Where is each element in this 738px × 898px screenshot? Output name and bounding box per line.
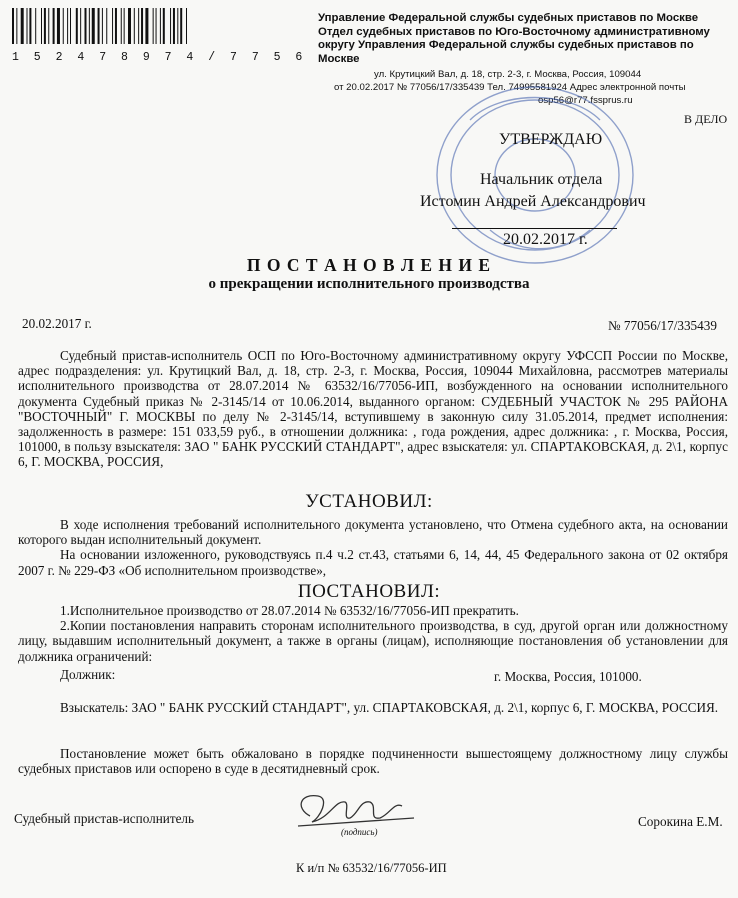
org-ref-line: от 20.02.2017 № 77056/17/335439 Тел. 74995581924 Адрес электронной почты — [334, 82, 686, 93]
signatory-name: Сорокина Е.М. — [638, 814, 723, 829]
postanovil-heading: ПОСТАНОВИЛ: — [297, 581, 441, 602]
org-line-3: округу Управления Федеральной службы судебных приставов по — [318, 39, 694, 51]
postanovil-item-2: 2.Копии постановления направить сторонам исполнительного производства, в суд, другой орган или должностному лицу, выдавшим исполнительный документ, а также в органы (лицам), исполняющие постановления об установлении для должника ограничений: — [18, 618, 728, 664]
org-line-4: Москве — [318, 52, 360, 65]
ustanovil-heading: УСТАНОВИЛ: — [305, 491, 433, 512]
document-date: 20.02.2017 г. — [22, 316, 92, 331]
document-title: П О С Т А Н О В Л Е Н И Е — [246, 255, 492, 275]
intro-section — [18, 348, 728, 470]
document-subtitle: о прекращении исполнительного производства — [208, 276, 530, 292]
barcode-block — [12, 8, 307, 64]
org-line-1: Управление Федеральной службы судебных приставов по Москве — [318, 12, 699, 24]
approve-label: УТВЕРЖДАЮ — [499, 131, 603, 148]
org-address: ул. Крутицкий Вал, д. 18, стр. 2-3, г. Москва, Россия, 109044 — [374, 69, 642, 80]
approval-date-line — [452, 228, 617, 229]
signature-caption: (подпись) — [341, 827, 378, 837]
signatory-role: Судебный пристав-исполнитель — [14, 811, 195, 826]
approver-name: Истомин Андрей Александрович — [420, 193, 646, 210]
vzyskatel-text: Взыскатель: ЗАО " БАНК РУССКИЙ СТАНДАРТ", ул. СПАРТАКОВСКАЯ, д. 2\1, корпус 6, Г. МОСКВА, РОССИЯ. — [60, 700, 719, 715]
ustanovil-text-2: На основании изложенного, руководствуясь п.4 ч.2 ст.43, статьями 6, 14, 44, 45 Федерального закона от 02 октября 2007 г. № 229-ФЗ «Об исполнительном производстве», — [18, 547, 728, 578]
appeal-section — [18, 746, 728, 776]
intro-paragraph: Судебный пристав-исполнитель ОСП по Юго-Восточному административному округу УФССП России по Москве, адрес подразделения: ул. Крутицкий Вал, д. 18, стр. 2-3, г. Москва, Россия, 109044 Михайловна, рассмотрев материалы исполнительного производства от 28.07.2014 № 63532/16/77056-ИП, возбужденного на основании исполнительного документа Судебный приказ № 2-3145/14 от 10.06.2014, выданного органом: СУДЕБНЫЙ УЧАСТОК № 295 РАЙОНА "ВОСТОЧНЫЙ" Г. МОСКВЫ по делу № 2-3145/14, вступившему в законную силу 31.05.2014, предмет исполнения: задолженность в размере: 151 033,59 руб., в отношении должника: , года рождения, адрес должника: , г. Москва, Россия, 101000, в пользу взыскателя: ЗАО " БАНК РУССКИЙ СТАНДАРТ", адрес взыскателя: ул. СПАРТАКОВСКАЯ, д. 2\1, корпус 6, Г. МОСКВА, РОССИЯ, — [18, 348, 728, 470]
approver-position: Начальник отдела — [480, 171, 603, 188]
barcode-number: 1 5 2 4 7 8 9 7 4 / 7 7 5 6 — [12, 51, 307, 64]
ustanovil-section — [18, 517, 728, 578]
approval-date: 20.02.2017 г. — [503, 231, 588, 248]
appeal-text: Постановление может быть обжаловано в порядке подчиненности вышестоящему должностному лицу службы судебных приставов или оспорено в суде в десятидневный срок. — [18, 746, 728, 777]
barcode-image — [12, 8, 244, 44]
org-email: osp56@r77.fssprus.ru — [538, 95, 633, 106]
postanovil-item-1: 1.Исполнительное производство от 28.07.2014 № 63532/16/77056-ИП прекратить. — [60, 603, 519, 618]
organization-header — [318, 12, 718, 66]
debtor-address: г. Москва, Россия, 101000. — [494, 669, 642, 684]
postanovil-section — [18, 603, 728, 664]
vzyskatel-section — [18, 700, 728, 715]
case-number: К и/п № 63532/16/77056-ИП — [296, 861, 447, 875]
org-line-2: Отдел судебных приставов по Юго-Восточному административному — [318, 25, 710, 38]
v-delo-mark: В ДЕЛО — [684, 112, 728, 126]
ustanovil-text-1: В ходе исполнения требований исполнительного документа установлено, что Отмена судебного акта, на основании которого выдан исполнительный документ. — [18, 517, 728, 548]
debtor-label: Должник: — [60, 667, 116, 682]
document-number: № 77056/17/335439 — [608, 318, 717, 333]
